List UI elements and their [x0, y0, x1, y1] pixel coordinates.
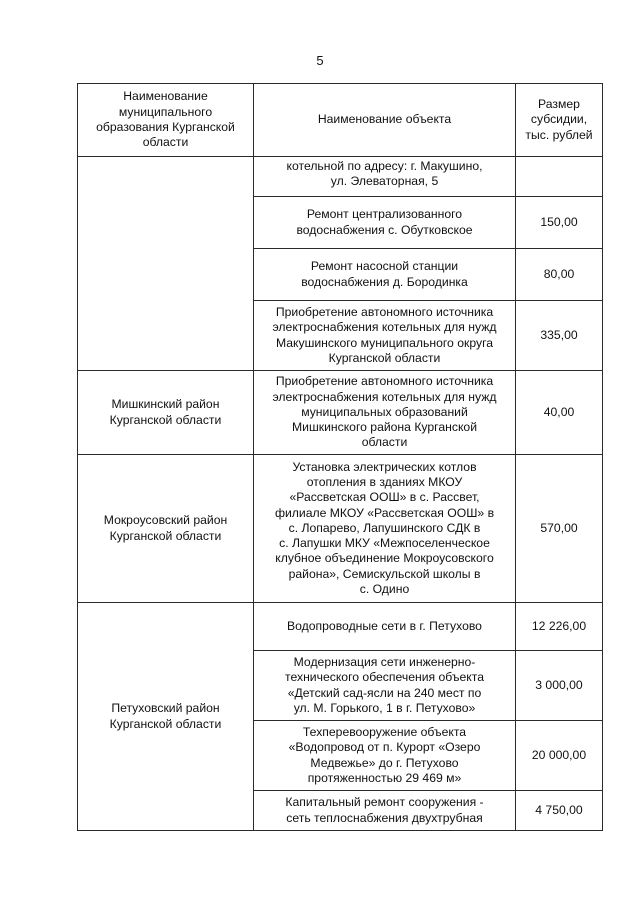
amount-cell: 3 000,00 [516, 651, 603, 721]
object-cell: Ремонт насосной станции водоснабжения д. Бородинка [254, 249, 516, 301]
amount-cell: 12 226,00 [516, 603, 603, 651]
header-object: Наименование объекта [254, 84, 516, 157]
table-row [78, 455, 603, 603]
amount-cell: 40,00 [516, 371, 603, 455]
object-cell: Приобретение автономного источника электроснабжения котельных для нужд муниципальных образований Мишкинского района Курганской области [254, 371, 516, 455]
municipality-cell: Мишкинский район Курганской области [78, 371, 254, 455]
object-cell: Техперевооружение объекта «Водопровод от п. Курорт «Озеро Медвежье» до г. Петухово протяженностью 29 469 м» [254, 721, 516, 791]
table-row [78, 603, 603, 651]
object-cell: Водопроводные сети в г. Петухово [254, 603, 516, 651]
table-row [78, 157, 603, 197]
amount-cell: 4 750,00 [516, 791, 603, 831]
amount-cell: 335,00 [516, 301, 603, 371]
object-cell: Модернизация сети инженерно- технического обеспечения объекта «Детский сад-ясли на 240 мест по ул. М. Горького, 1 в г. Петухово» [254, 651, 516, 721]
amount-cell: 20 000,00 [516, 721, 603, 791]
amount-cell [516, 157, 603, 197]
municipality-cell-makushino [78, 157, 254, 371]
object-cell: Установка электрических котлов отопления в зданиях МКОУ «Рассветская ООШ» в с. Рассвет, филиале МКОУ «Рассветская ООШ» в с. Лопарево, Лапушинского СДК в с. Лапушки МКУ «Межпоселенческое клубное объединение Мокроусовского района», Семискульской школы в с. Одино [254, 455, 516, 603]
amount-cell: 150,00 [516, 197, 603, 249]
header-amount: Размер субсидии, тыс. рублей [516, 84, 603, 157]
municipality-cell: Мокроусовский район Курганской области [78, 455, 254, 603]
object-cell: Приобретение автономного источника электроснабжения котельных для нужд Макушинского муниципального округа Курганской области [254, 301, 516, 371]
table-header-row [78, 84, 603, 157]
page-number: 5 [316, 53, 324, 68]
object-cell: Капитальный ремонт сооружения - сеть теплоснабжения двухтрубная [254, 791, 516, 831]
header-municipality: Наименование муниципального образования Курганской области [78, 84, 254, 157]
table-row [78, 371, 603, 455]
municipality-cell: Петуховский район Курганской области [78, 603, 254, 831]
amount-cell: 80,00 [516, 249, 603, 301]
object-cell: Ремонт централизованного водоснабжения с. Обутковское [254, 197, 516, 249]
object-cell: котельной по адресу: г. Макушино, ул. Элеваторная, 5 [254, 157, 516, 197]
subsidy-table [77, 83, 603, 831]
amount-cell: 570,00 [516, 455, 603, 603]
